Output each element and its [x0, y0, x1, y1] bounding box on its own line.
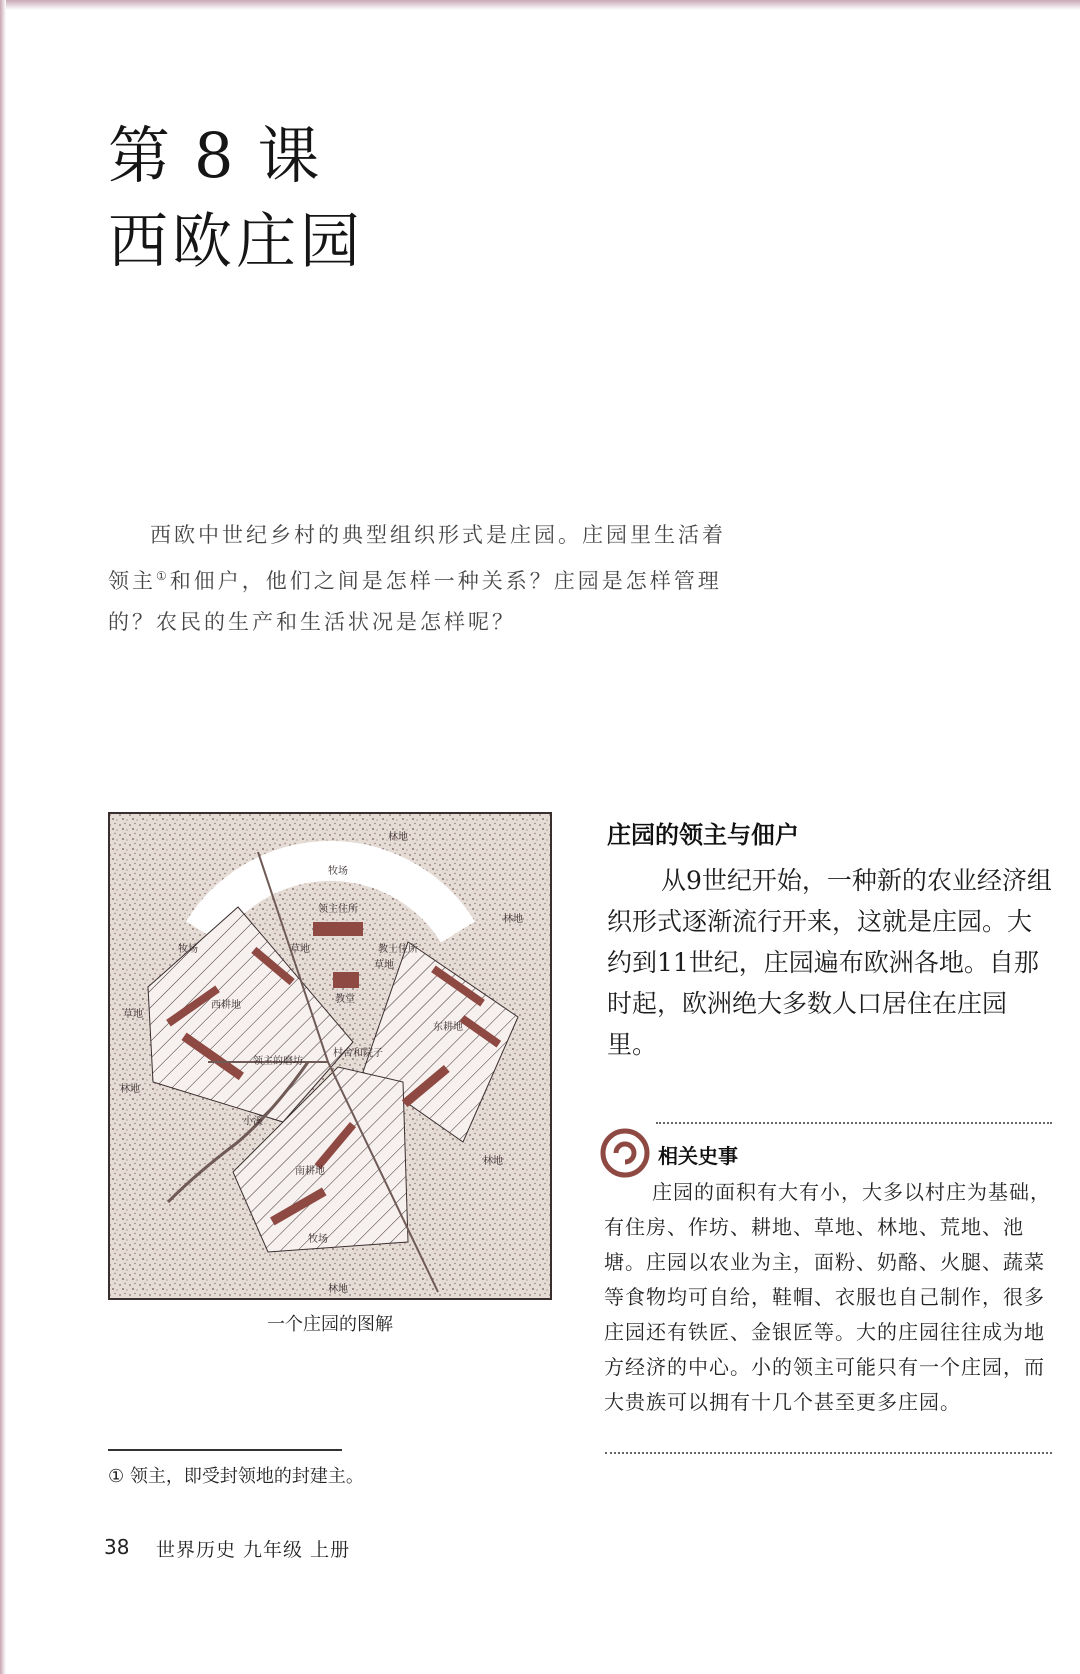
page-number: 38 — [104, 1535, 130, 1559]
svg-text:林地: 林地 — [328, 1284, 348, 1295]
related-bottom-divider — [605, 1452, 1052, 1454]
svg-text:草地: 草地 — [290, 944, 310, 955]
svg-text:教士住所: 教士住所 — [378, 944, 418, 955]
lesson-number: 第 8 课 — [108, 119, 330, 192]
svg-text:林地: 林地 — [483, 1156, 503, 1167]
svg-text:领主住所: 领主住所 — [318, 904, 358, 915]
related-top-divider — [656, 1122, 1052, 1124]
svg-text:草地: 草地 — [374, 960, 394, 971]
lord-house — [313, 922, 363, 936]
footnote-rule — [108, 1449, 342, 1451]
svg-text:东耕地: 东耕地 — [433, 1022, 463, 1033]
footnote: ① 领主，即受封领地的封建主。 — [108, 1466, 364, 1487]
svg-text:草地: 草地 — [123, 1009, 143, 1020]
lesson-title: 西欧庄园 — [108, 207, 364, 277]
svg-text:林地: 林地 — [388, 832, 408, 843]
svg-text:村舍和院子: 村舍和院子 — [333, 1048, 383, 1059]
svg-text:领主的磨坊: 领主的磨坊 — [253, 1056, 303, 1067]
intro-paragraph: 西欧中世纪乡村的典型组织形式是庄园。庄园里生活着领主①和佃户，他们之间是怎样一种关系？庄园是怎样管理的？农民的生产和生活状况是怎样呢？ — [108, 523, 726, 634]
svg-text:教堂: 教堂 — [335, 994, 355, 1005]
page-left-edge — [0, 0, 6, 1674]
svg-text:南耕地: 南耕地 — [295, 1166, 325, 1177]
svg-text:林地: 林地 — [120, 1084, 140, 1095]
svg-text:牧场: 牧场 — [308, 1234, 328, 1245]
svg-text:西耕地: 西耕地 — [211, 1000, 241, 1011]
book-title: 世界历史 九年级 上册 — [156, 1539, 351, 1561]
church — [333, 972, 359, 988]
related-body: 庄园的面积有大有小，大多以村庄为基础，有住房、作坊、耕地、草地、林地、荒地、池塘。庄园以农业为主，面粉、奶酪、火腿、蔬菜等食物均可自给，鞋帽、衣服也自己制作，很多庄园还有铁匠、金银匠等。大的庄园往往成为地方经济的中心。小的领主可能只有一个庄园，而大贵族可以拥有十几个甚至更多庄园。 — [604, 1180, 1051, 1414]
footnote-marker: ① — [156, 569, 170, 583]
section-body: 从9世纪开始，一种新的农业经济组织形式逐渐流行开来，这就是庄园。大约到11世纪，庄园遍布欧洲各地。自那时起，欧洲绝大多数人口居住在庄园里。 — [607, 866, 1052, 1059]
spiral-icon — [600, 1128, 650, 1178]
manor-diagram — [108, 812, 552, 1300]
page-top-edge — [0, 0, 1080, 10]
related-heading: 相关史事 — [658, 1144, 738, 1168]
svg-text:牧场: 牧场 — [178, 944, 198, 955]
figure-caption: 一个庄园的图解 — [267, 1314, 393, 1335]
svg-text:小溪: 小溪 — [243, 1116, 263, 1127]
section-heading: 庄园的领主与佃户 — [607, 821, 799, 849]
svg-text:牧场: 牧场 — [328, 866, 348, 877]
svg-text:林地: 林地 — [503, 914, 523, 925]
